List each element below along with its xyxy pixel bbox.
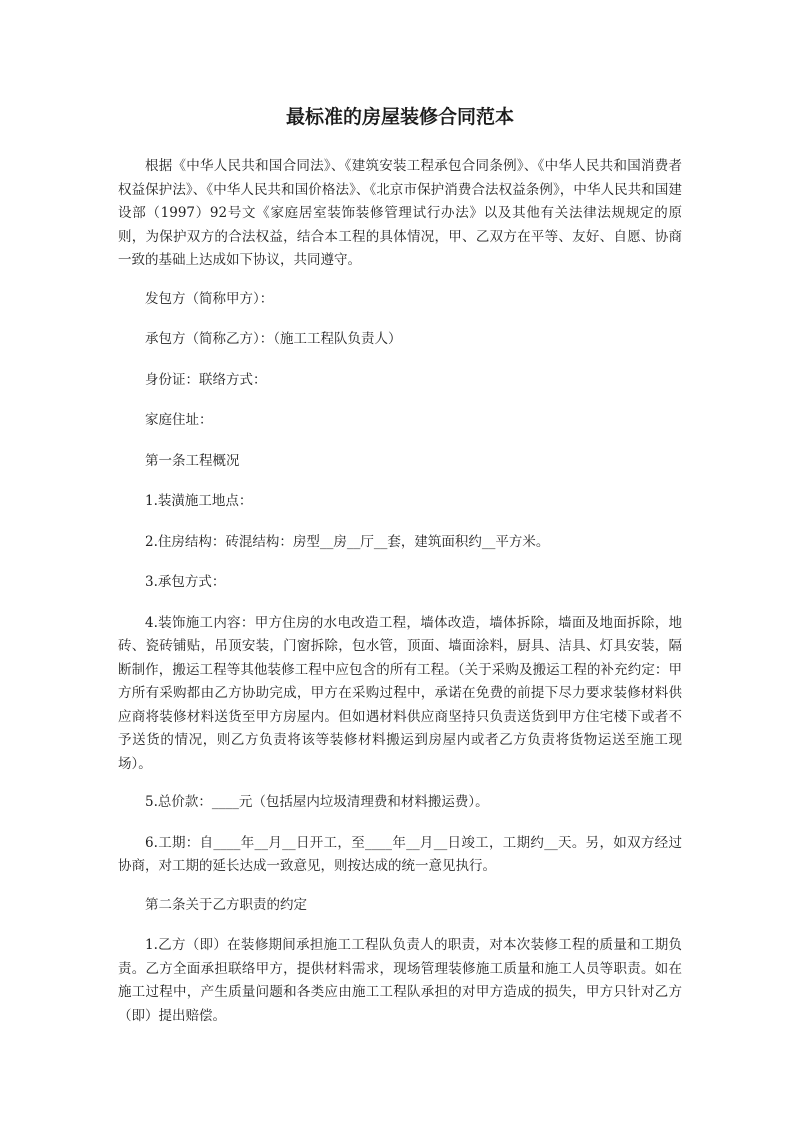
clause-1-2: 2.住房结构：砖混结构：房型__房__厅__套，建筑面积约__平方米。 [145,533,550,550]
clause-1-3: 3.承包方式： [145,574,226,590]
address-line: 家庭住址： [145,412,213,428]
preamble-paragraph: 根据《中华人民共和国合同法》、《建筑安装工程承包合同条例》、《中华人民共和国消费者权益保护法》、《中华人民共和国价格法》、《北京市保护消费合法权益条例》，中华人民共和国建设部（1997）92号文《家庭居室装饰装修管理试行办法》以及其他有关法律法规规定的原则，为保护双方的合法权益，结合本工程的具体情况，甲、乙双方在平等、友好、自愿、协商一致的基础上达成如下协议，共同遵守。 [118,158,682,268]
party-a-line: 发包方（简称甲方）： [145,290,274,307]
clause-1-6: 6.工期：自____年__月__日开工，至____年__月__日竣工，工期约__天。另，如双方经过协商，对工期的延长达成一致意见，则按达成的统一意见执行。 [118,834,682,874]
document-title: 最标准的房屋装修合同范本 [285,106,514,128]
id-contact-line: 身份证：联络方式： [145,371,267,388]
clause-1-5: 5.总价款：____元（包括屋内垃圾清理费和材料搬运费）。 [145,794,489,810]
article-2-heading: 第二条关于乙方职责的约定 [145,896,307,913]
clause-1-1: 1.装潢施工地点： [145,493,253,509]
clause-2-1: 1.乙方（即）在装修期间承担施工工程队负责人的职责，对本次装修工程的质量和工期负责。乙方全面承担联络甲方，提供材料需求，现场管理装修施工质量和施工人员等职责。如在施工过程中，产生质量问题和各类应由施工工程队承担的对甲方造成的损失，甲方只针对乙方（即）提出赔偿。 [118,937,682,1024]
party-b-line: 承包方（简称乙方）：（施工工程队负责人） [145,331,402,347]
article-1-heading: 第一条工程概况 [145,452,240,469]
clause-1-4: 4.装饰施工内容：甲方住房的水电改造工程，墙体改造，墙体拆除，墙面及地面拆除，地砖、瓷砖铺贴，吊顶安装，门窗拆除，包水管，顶面、墙面涂料，厨具、洁具、灯具安装，隔断制作，搬运工程等其他装修工程中应包含的所有工程。（关于采购及搬运工程的补充约定：甲方所有采购都由乙方协助完成，甲方在采购过程中，承诺在免费的前提下尽力要求装修材料供应商将装修材料送货至甲方房屋内。但如遇材料供应商坚持只负责送货到甲方住宅楼下或者不予送货的情况，则乙方负责将该等装修材料搬运到房屋内或者乙方负责将货物运送至施工现场）。 [118,614,682,772]
